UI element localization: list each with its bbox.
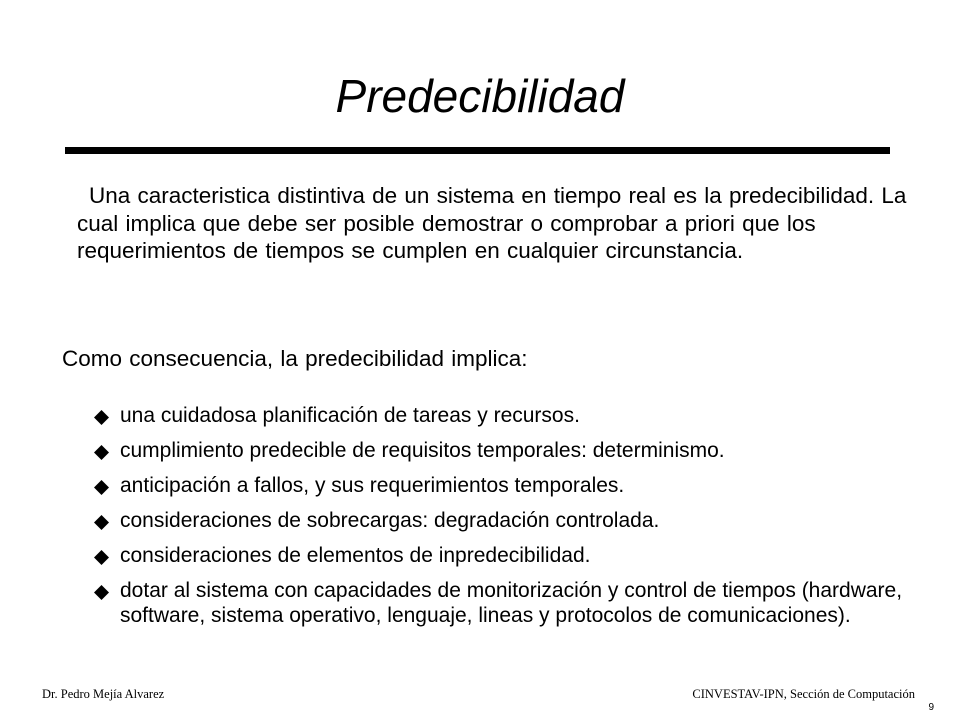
slide-title: Predecibilidad: [335, 70, 625, 122]
page-number: 9: [928, 702, 934, 713]
footer-institution: CINVESTAV-IPN, Sección de Computación: [692, 687, 915, 701]
bullet-list: [94, 403, 924, 628]
intro-paragraph: Una caracteristica distintiva de un sistema en tiempo real es la predecibilidad. La cual implica que debe ser posible demostrar o comprobar a priori que los requerimientos de tiempos se cumplen en cualquier circunstancia.: [77, 183, 907, 263]
bullet-text: anticipación a fallos, y sus requerimientos temporales.: [120, 474, 625, 497]
title-underline: [65, 147, 890, 154]
bullet-text: consideraciones de sobrecargas: degradación controlada.: [120, 509, 660, 532]
diamond-bullet-icon: [94, 410, 109, 425]
diamond-bullet-icon: [94, 515, 109, 530]
bullet-item: [94, 578, 924, 628]
bullet-item: [94, 438, 924, 463]
bullet-item: [94, 403, 924, 428]
lead-sentence: Como consecuencia, la predecibilidad implica:: [62, 346, 528, 371]
bullet-text: una cuidadosa planificación de tareas y recursos.: [120, 404, 580, 427]
bullet-item: [94, 508, 924, 533]
diamond-bullet-icon: [94, 550, 109, 565]
diamond-bullet-icon: [94, 585, 109, 600]
diamond-bullet-icon: [94, 480, 109, 495]
bullet-text: consideraciones de elementos de inpredecibilidad.: [120, 544, 591, 567]
diamond-bullet-icon: [94, 445, 109, 460]
bullet-item: [94, 473, 924, 498]
bullet-text: dotar al sistema con capacidades de monitorización y control de tiempos (hardware, software, sistema operativo, lenguaje, lineas y protocolos de comunicaciones).: [120, 579, 903, 627]
bullet-text: cumplimiento predecible de requisitos temporales: determinismo.: [120, 439, 725, 462]
footer-author: Dr. Pedro Mejía Alvarez: [42, 687, 165, 701]
bullet-item: [94, 543, 924, 568]
